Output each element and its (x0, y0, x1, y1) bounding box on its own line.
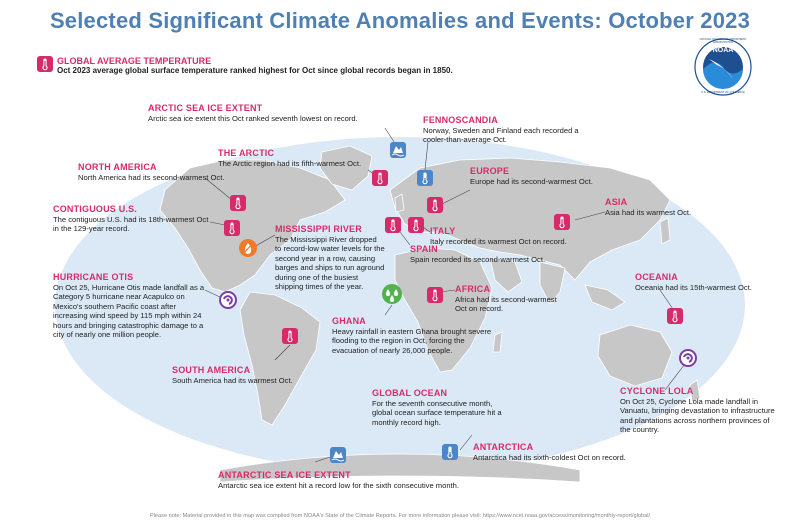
callout-heading: NORTH AMERICA (78, 162, 157, 172)
thermometer-cool-icon-antarctica (442, 444, 458, 460)
callout-text: The contiguous U.S. had its 18th-warmest Oct in the 129-year record. (53, 215, 209, 234)
callout-global-ocean (372, 388, 507, 427)
thermometer-cool-icon-fennoscandia (417, 170, 433, 186)
callout-heading: SOUTH AMERICA (172, 365, 251, 375)
callout-text: On Oct 25, Hurricane Otis made landfall as a Category 5 hurricane near Acapulco on Mexico's southern Pacific coast after increasing wind speed by 115 mph within 24 hours and bringing catastrophic damage to a city of nearly one million people. (53, 283, 205, 340)
callout-text: The Arctic region had its fifth-warmest Oct. (218, 159, 362, 168)
callout-text: The Mississippi River dropped to record-low water levels for the second year in a row, causing barges and ships to run aground during one of the busiest shipping times of the year. (275, 235, 385, 292)
callout-heading: GHANA (332, 316, 366, 326)
callout-text: Oceania had its 15th-warmest Oct. (635, 283, 752, 292)
callout-text: On Oct 25, Cyclone Lola made landfall in Vanuatu, bringing devastation to infrastructure and plantations across northern provinces of the country. (620, 397, 775, 435)
callout-text: Italy recorded its warmest Oct on record. (430, 237, 567, 246)
callout-heading: OCEANIA (635, 272, 678, 282)
thermometer-icon-north-america (230, 195, 246, 211)
noaa-logo-label: NOAA (712, 47, 734, 54)
callout-cyclone-lola (620, 386, 780, 435)
cyclone-icon-otis (220, 292, 236, 308)
callout-europe (470, 166, 630, 186)
thermometer-icon-contiguous-us (224, 220, 240, 236)
page-title: Selected Significant Climate Anomalies and Events: October 2023 (49, 8, 751, 33)
callout-mississippi (275, 224, 385, 291)
callout-text: North America had its second-warmest Oct. (78, 173, 225, 182)
callout-contiguous-us (53, 204, 213, 234)
callout-heading: GLOBAL OCEAN (372, 388, 448, 398)
callout-heading: MISSISSIPPI RIVER (275, 224, 362, 234)
callout-text: Heavy rainfall in eastern Ghana brought severe flooding to the region in Oct, forcing the evacuation of nearly 26,000 people. (332, 327, 492, 355)
noaa-logo-ring-top: NATIONAL OCEANIC AND ATMOSPHERIC ADMINISTRATION (699, 38, 747, 44)
thermometer-icon-africa (427, 287, 443, 303)
sea-ice-icon-antarctic (330, 447, 346, 463)
callout-text: South America had its warmest Oct. (172, 376, 293, 385)
thermometer-icon-arctic (372, 170, 388, 186)
thermometer-icon-europe (427, 197, 443, 213)
flood-icon-ghana (382, 284, 402, 304)
callout-text: Norway, Sweden and Finland each recorded a cooler-than-average Oct. (423, 126, 579, 145)
thermometer-icon-south-america (282, 328, 298, 344)
callout-text: For the seventh consecutive month, global ocean surface temperature hit a monthly record high. (372, 399, 502, 427)
thermometer-icon-oceania (667, 308, 683, 324)
callout-text: Asia had its warmest Oct. (605, 208, 692, 217)
callout-ghana (332, 316, 502, 355)
callout-heading: GLOBAL AVERAGE TEMPERATURE (57, 56, 212, 66)
callout-spain (410, 244, 570, 264)
callout-heading: ITALY (430, 226, 456, 236)
callout-fennoscandia (423, 115, 583, 145)
callout-heading: ASIA (605, 197, 628, 207)
callout-text: Antarctic sea ice extent hit a record low for the sixth consecutive month. (218, 481, 460, 490)
callout-text: Antarctica had its sixth-coldest Oct on record. (473, 453, 626, 462)
callout-asia (605, 197, 725, 217)
drought-icon-mississippi (239, 239, 257, 257)
footer-note: Please note: Material provided in this map was compiled from NOAA's State of the Climate Reports. For more information please visit: https://www.ncei.noaa.gov/access/monitoring/monthly-report/global/ (149, 513, 651, 519)
callout-antarctic-sea-ice (218, 470, 538, 490)
cyclone-icon-lola (680, 350, 696, 366)
callout-heading: AFRICA (455, 284, 491, 294)
noaa-logo-ring-bottom: U.S. DEPARTMENT OF COMMERCE (701, 91, 745, 94)
callout-arctic-sea-ice (148, 103, 383, 123)
callout-text: Africa had its second-warmest Oct on record. (455, 295, 557, 314)
callout-global-avg (57, 56, 453, 76)
thermometer-icon-italy (408, 217, 424, 233)
callout-heading: ARCTIC SEA ICE EXTENT (148, 103, 263, 113)
callout-heading: ANTARCTIC SEA ICE EXTENT (218, 470, 351, 480)
callout-south-america (172, 365, 312, 385)
callout-heading: CONTIGUOUS U.S. (53, 204, 138, 214)
callout-heading: SPAIN (410, 244, 438, 254)
callout-text: Spain recorded its second-warmest Oct. (410, 255, 546, 264)
callout-heading: EUROPE (470, 166, 510, 176)
callout-oceania (635, 272, 765, 292)
callout-africa (455, 284, 570, 314)
thermometer-icon-spain (385, 217, 401, 233)
callout-heading: CYCLONE LOLA (620, 386, 694, 396)
callout-heading: FENNOSCANDIA (423, 115, 498, 125)
callout-heading: HURRICANE OTIS (53, 272, 134, 282)
callout-heading: THE ARCTIC (218, 148, 275, 158)
callout-text: Arctic sea ice extent this Oct ranked seventh lowest on record. (148, 114, 358, 123)
thermometer-icon-global (37, 56, 53, 72)
callout-antarctica (473, 442, 643, 462)
callout-heading: ANTARCTICA (473, 442, 534, 452)
callout-text: Europe had its second-warmest Oct. (470, 177, 593, 186)
callout-text: Oct 2023 average global surface temperature ranked highest for Oct since global records began in 1850. (57, 66, 453, 75)
callout-north-america (78, 162, 263, 182)
japan-land (660, 218, 670, 244)
sea-ice-icon-arctic (390, 142, 406, 158)
callout-hurricane-otis (53, 272, 208, 339)
